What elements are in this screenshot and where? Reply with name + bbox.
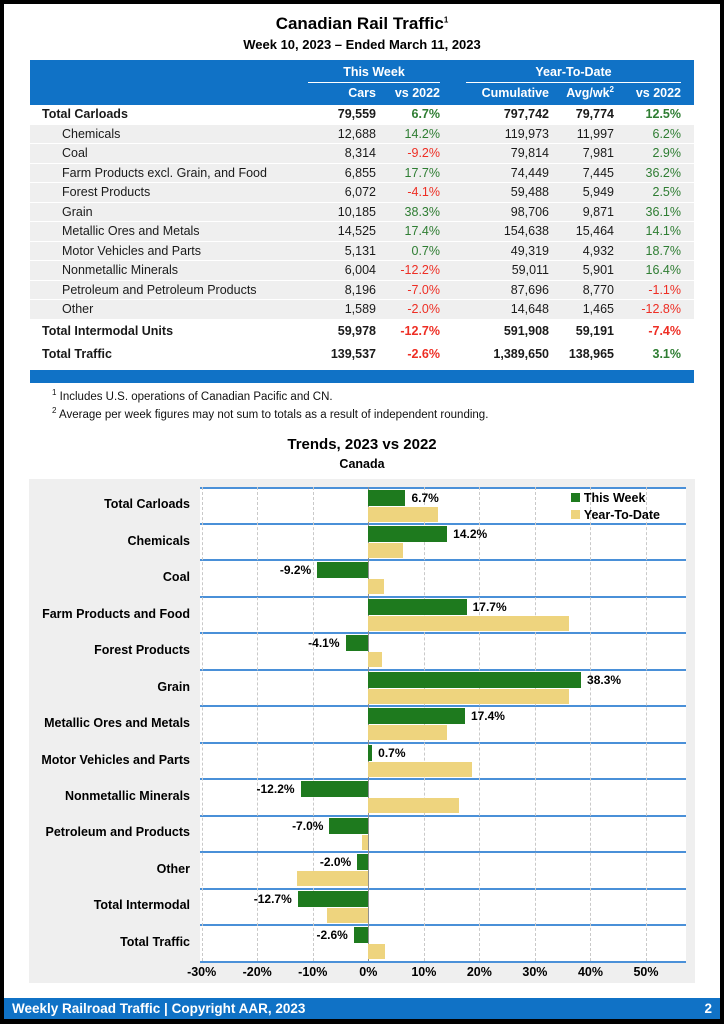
- this-week-bar: [298, 891, 369, 907]
- week-vs-2022-value: 14.2%: [404, 126, 440, 141]
- this-week-bar: [317, 562, 368, 578]
- chart-plot-area: [200, 487, 686, 963]
- chart-category-label: Coal: [162, 570, 190, 585]
- cumulative-value: 119,973: [504, 126, 549, 141]
- x-axis-tick-label: 20%: [466, 964, 492, 979]
- trends-bar-chart: [29, 479, 695, 983]
- x-axis-tick-label: 10%: [411, 964, 437, 979]
- bar-value-label: -2.6%: [316, 928, 348, 943]
- spacer: [440, 281, 466, 300]
- spacer: [440, 183, 466, 202]
- column-header-cars: Cars: [348, 86, 376, 100]
- legend-label: Year-To-Date: [583, 507, 660, 522]
- table-bottom-divider: [30, 370, 694, 383]
- bar-value-label: 14.2%: [453, 526, 488, 541]
- cars-value: 12,688: [337, 126, 376, 141]
- chart-legend: [571, 491, 660, 522]
- chart-row: [200, 778, 686, 814]
- ytd-vs-2022-value: 12.5%: [645, 107, 681, 121]
- this-week-bar: [368, 599, 466, 615]
- week-vs-2022-value: 0.7%: [411, 243, 440, 258]
- chart-category-label: Other: [156, 861, 190, 876]
- page-title: [4, 14, 720, 34]
- row-label: Total Intermodal Units: [42, 323, 174, 338]
- cumulative-value: 49,319: [510, 243, 549, 258]
- week-vs-2022-value: -4.1%: [407, 185, 440, 199]
- bar-value-label: 0.7%: [378, 745, 406, 760]
- this-week-bar: [368, 672, 581, 688]
- table-row: [30, 203, 694, 223]
- table-row: [30, 222, 694, 242]
- row-label: Farm Products excl. Grain, and Food: [62, 165, 267, 180]
- spacer: [440, 320, 466, 344]
- row-label: Motor Vehicles and Parts: [62, 243, 201, 258]
- chart-category-label: Total Carloads: [104, 497, 190, 512]
- column-group-year-to-date: Year-To-Date: [466, 64, 681, 84]
- ytd-vs-2022-value: 16.4%: [645, 263, 681, 277]
- avg-wk-value: 11,997: [576, 126, 614, 141]
- cumulative-value: 154,638: [503, 224, 549, 238]
- row-label: Total Carloads: [42, 107, 128, 121]
- avg-wk-value: 9,871: [582, 204, 614, 219]
- avg-wk-value: 7,981: [582, 146, 614, 160]
- chart-title: Trends, 2023 vs 2022: [287, 435, 437, 453]
- gridline: [202, 487, 203, 961]
- avg-wk-value: 8,770: [582, 282, 614, 297]
- row-label: Nonmetallic Minerals: [62, 263, 179, 277]
- spacer: [440, 261, 466, 280]
- avg-wk-value: 15,464: [575, 224, 614, 238]
- this-week-bar: [329, 818, 368, 834]
- table-row: [30, 343, 694, 367]
- ytd-vs-2022-value: -7.4%: [648, 323, 681, 338]
- avg-wk-value: 5,901: [582, 263, 614, 277]
- bar-value-label: -9.2%: [279, 563, 312, 578]
- week-vs-2022-value: 38.3%: [404, 204, 440, 219]
- bar-value-label: 17.7%: [472, 599, 507, 614]
- x-axis-tick-label: -30%: [187, 964, 217, 979]
- ytd-vs-2022-value: 2.5%: [652, 185, 681, 199]
- table-row: [30, 125, 694, 145]
- chart-row: [200, 669, 686, 705]
- chart-category-label: Petroleum and Products: [45, 825, 190, 840]
- gridline: [590, 487, 591, 961]
- chart-category-label: Forest Products: [94, 643, 190, 658]
- row-label: Total Traffic: [42, 347, 112, 361]
- bar-value-label: 6.7%: [411, 490, 439, 505]
- spacer: [440, 105, 466, 125]
- cars-value: 1,589: [344, 302, 376, 316]
- year-to-date-bar: [327, 908, 368, 923]
- spacer: [440, 222, 466, 241]
- week-vs-2022-value: -2.0%: [407, 302, 440, 316]
- footnote: $^2$ Average per week figures may not sum to totals as a result of independent rounding.: [52, 405, 489, 421]
- avg-wk-value: 5,949: [582, 185, 614, 199]
- table-row: [30, 183, 694, 203]
- year-to-date-bar: [368, 652, 382, 667]
- week-vs-2022-value: 17.7%: [404, 165, 440, 180]
- week-vs-2022-value: 6.7%: [411, 107, 440, 121]
- this-week-bar: [354, 927, 368, 943]
- avgwk-footnote-ref: 2: [609, 84, 614, 94]
- cars-value: 6,072: [344, 185, 376, 199]
- table-body: [30, 105, 694, 367]
- x-axis-tick-label: 30%: [522, 964, 548, 979]
- x-axis-tick-label: -20%: [242, 964, 272, 979]
- year-to-date-bar: [368, 725, 446, 740]
- cumulative-value: 59,011: [511, 263, 549, 277]
- chart-category-label: Chemicals: [127, 533, 190, 548]
- column-header-week-vs-2022: vs 2022: [394, 86, 440, 100]
- this-week-bar: [368, 526, 447, 542]
- ytd-vs-2022-value: 36.1%: [645, 204, 681, 219]
- chart-row: [200, 523, 686, 559]
- year-to-date-bar: [368, 507, 437, 522]
- cars-value: 10,185: [337, 204, 376, 219]
- ytd-vs-2022-value: 2.9%: [652, 146, 681, 160]
- column-header-avg-wk: Avg/$wk^2$: [566, 84, 614, 100]
- chart-row: [200, 596, 686, 632]
- row-label: Other: [62, 302, 94, 316]
- row-label: Grain: [62, 204, 93, 219]
- table-row: [30, 105, 694, 125]
- cumulative-value: 797,742: [503, 107, 549, 121]
- this-week-bar: [368, 490, 405, 506]
- table-header: [30, 60, 694, 105]
- cars-value: 6,855: [344, 165, 376, 180]
- week-vs-2022-value: -9.2%: [407, 146, 440, 160]
- year-to-date-bar: [368, 616, 569, 631]
- cumulative-value: 79,814: [510, 146, 549, 160]
- chart-row: [200, 815, 686, 851]
- ytd-vs-2022-value: -12.8%: [641, 302, 681, 316]
- cars-value: 59,978: [337, 323, 376, 338]
- cars-value: 6,004: [344, 263, 376, 277]
- chart-category-label: Grain: [157, 679, 190, 694]
- chart-row: [200, 705, 686, 741]
- chart-category-label: Metallic Ores and Metals: [44, 716, 190, 731]
- avg-wk-value: 1,465: [582, 302, 614, 316]
- x-axis-tick-label: 0%: [359, 964, 378, 979]
- cumulative-value: 59,488: [510, 185, 549, 199]
- x-axis-tick-label: 40%: [577, 964, 603, 979]
- cars-value: 14,525: [337, 224, 376, 238]
- cumulative-value: 98,706: [510, 204, 549, 219]
- year-to-date-bar: [362, 835, 368, 850]
- bar-value-label: 38.3%: [587, 672, 622, 687]
- table-row: [30, 144, 694, 164]
- spacer: [440, 164, 466, 183]
- table-row: [30, 261, 694, 281]
- cars-value: 139,537: [330, 347, 376, 361]
- table-row: [30, 281, 694, 301]
- week-vs-2022-value: -2.6%: [407, 347, 440, 361]
- footnotes: [52, 387, 720, 423]
- year-to-date-bar: [368, 798, 459, 813]
- chart-category-label: Total Traffic: [120, 934, 190, 949]
- column-header-ytd-vs-2022: vs 2022: [635, 86, 681, 100]
- ytd-vs-2022-value: -1.1%: [648, 282, 681, 297]
- avg-wk-value: 79,774: [575, 107, 614, 121]
- bar-value-label: -7.0%: [292, 818, 324, 833]
- row-label: Coal: [62, 146, 88, 160]
- year-to-date-bar: [368, 944, 385, 959]
- cumulative-value: 591,908: [503, 323, 549, 338]
- gridline: [535, 487, 536, 961]
- gridline: [313, 487, 314, 961]
- week-vs-2022-value: -7.0%: [407, 282, 440, 297]
- this-week-bar: [357, 854, 368, 870]
- week-vs-2022-value: 17.4%: [404, 224, 440, 238]
- cars-value: 79,559: [337, 107, 376, 121]
- ytd-vs-2022-value: 18.7%: [645, 243, 681, 258]
- gridline: [646, 487, 647, 961]
- bar-value-label: -12.7%: [253, 891, 292, 906]
- page-number: 2: [704, 1001, 712, 1016]
- year-to-date-bar: [368, 689, 569, 704]
- spacer: [440, 343, 466, 367]
- bar-value-label: -4.1%: [308, 636, 340, 651]
- chart-category-axis: [29, 487, 200, 961]
- chart-category-label: Total Intermodal: [93, 898, 190, 913]
- bar-value-label: -2.0%: [319, 855, 352, 870]
- week-vs-2022-value: -12.2%: [400, 263, 440, 277]
- footer-text: Weekly Railroad Traffic | Copyright AAR, 2023: [12, 1001, 306, 1016]
- this-week-bar: [368, 708, 465, 724]
- cumulative-value: 74,449: [510, 165, 549, 180]
- spacer: [440, 242, 466, 261]
- this-week-bar: [346, 635, 369, 651]
- this-week-bar: [301, 781, 369, 797]
- ytd-vs-2022-value: 6.2%: [652, 126, 681, 141]
- legend-item-year-to-date: [571, 508, 660, 522]
- chart-row: [200, 559, 686, 595]
- footnote: $^1$ Includes U.S. operations of Canadian Pacific and CN.: [52, 387, 333, 403]
- x-axis-tick-label: -10%: [298, 964, 328, 979]
- table-row: [30, 164, 694, 184]
- chart-category-label: Motor Vehicles and Parts: [41, 752, 190, 767]
- bar-value-label: -12.2%: [256, 782, 295, 797]
- chart-row: [200, 742, 686, 778]
- table-row: [30, 320, 694, 344]
- spacer: [440, 125, 466, 144]
- page-subtitle: Week 10, 2023 – Ended March 11, 2023: [243, 37, 481, 52]
- year-to-date-swatch-icon: [571, 510, 580, 519]
- legend-item-this-week: [571, 491, 660, 505]
- spacer: [440, 203, 466, 222]
- year-to-date-bar: [368, 762, 472, 777]
- spacer: [440, 144, 466, 163]
- footer-bar: [4, 998, 720, 1019]
- chart-x-axis: [187, 961, 686, 983]
- chart-row: [200, 888, 686, 924]
- column-header-cumulative: Cumulative: [481, 86, 549, 100]
- chart-category-label: Nonmetallic Minerals: [64, 788, 190, 803]
- spacer: [440, 300, 466, 319]
- title-footnote-ref: 1: [443, 15, 449, 25]
- chart-row: [200, 924, 686, 960]
- year-to-date-bar: [297, 871, 368, 886]
- avg-wk-value: 59,191: [575, 323, 614, 338]
- year-to-date-bar: [368, 579, 384, 594]
- page-title-text: Canadian Rail Traffic: [275, 14, 444, 33]
- row-label: Forest Products: [62, 185, 151, 199]
- row-label: Chemicals: [62, 126, 121, 141]
- chart-row: [200, 632, 686, 668]
- traffic-table: [30, 60, 694, 383]
- this-week-bar: [368, 745, 372, 761]
- table-row: [30, 300, 694, 320]
- row-label: Petroleum and Petroleum Products: [62, 282, 257, 297]
- bar-value-label: 17.4%: [470, 709, 505, 724]
- cumulative-value: 1,389,650: [493, 347, 549, 361]
- year-to-date-bar: [368, 543, 402, 558]
- row-label: Metallic Ores and Metals: [62, 224, 200, 238]
- week-vs-2022-value: -12.7%: [400, 323, 440, 338]
- avg-wk-value: 4,932: [582, 243, 614, 258]
- table-row: [30, 242, 694, 262]
- ytd-vs-2022-value: 36.2%: [645, 165, 681, 180]
- cars-value: 8,196: [344, 282, 376, 297]
- ytd-vs-2022-value: 3.1%: [652, 347, 681, 361]
- x-axis-tick-label: 50%: [633, 964, 659, 979]
- cumulative-value: 87,696: [510, 282, 549, 297]
- column-group-this-week: This Week: [308, 64, 440, 84]
- this-week-swatch-icon: [571, 493, 580, 502]
- chart-subtitle: Canada: [339, 456, 385, 471]
- avg-wk-value: 138,965: [568, 347, 614, 361]
- chart-category-label: Farm Products and Food: [42, 606, 190, 621]
- avg-wk-value: 7,445: [582, 165, 614, 180]
- cumulative-value: 14,648: [510, 302, 549, 316]
- chart-row: [200, 851, 686, 887]
- ytd-vs-2022-value: 14.1%: [645, 224, 681, 238]
- cars-value: 5,131: [344, 243, 376, 258]
- legend-label: This Week: [583, 490, 646, 505]
- cars-value: 8,314: [344, 146, 376, 160]
